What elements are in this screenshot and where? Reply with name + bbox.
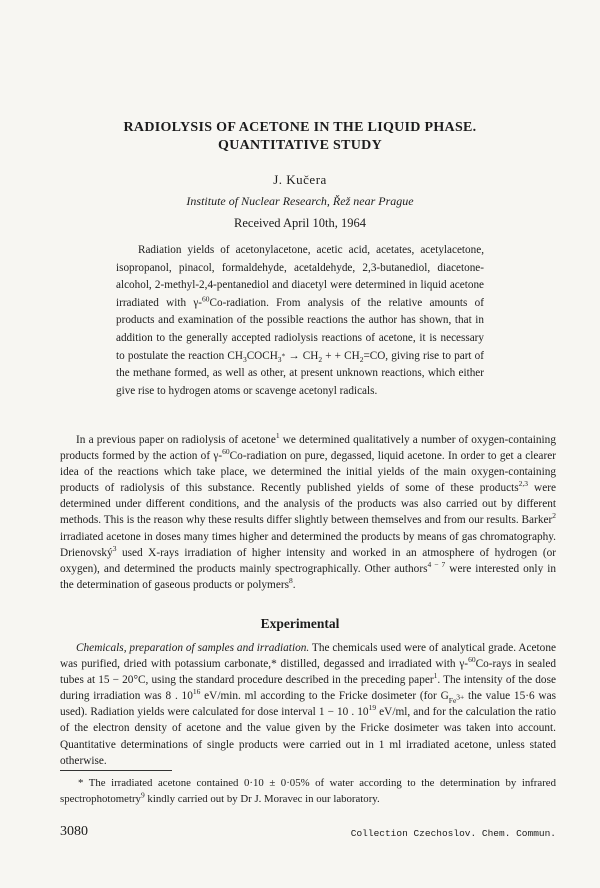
paper-title-line-2: QUANTITATIVE STUDY [218, 138, 382, 153]
received-date: Received April 10th, 1964 [234, 216, 366, 230]
citation: 8 [289, 576, 293, 586]
journal-name: Collection Czechoslov. Chem. Commun. [350, 828, 556, 839]
author-affiliation: Institute of Nuclear Research, Řež near Prague [186, 194, 414, 208]
footnote-text: * The irradiated acetone contained 0·10 ± 0·05% of water according to the determination by infrared spectrophotometry$^9$ kindly carried out by Dr J. Moravec in our laboratory. [60, 777, 556, 805]
intro-paragraph: In a previous paper on radiolysis of acetone$^1$ we determined qualitatively a number of oxygen-containing products formed by the action of γ-$^{60}$Co-radiation on pure, degassed, liquid acetone. In order to get a clearer idea of the reactions which take place, we determined the initial yields of the main oxygen-containing products of radiolysis of this substance. Recently published yields of some of these products$^{2,3}$ were determined under different conditions, and the analysis of the products was also carried out by different methods. This is the reason why these results differ slightly between themselves and from our results. Barker$^2$ irradiated acetone in doses many times higher and determined the products by means of gas chromatography. Drienovský$^3$ used X-rays irradiation of higher intensity and worked in an atmosphere of hydrogen (or oxygen), and determined the products mainly spectrographically. Other authors$^{4 - 7}$ were interested only in the determination of gaseous products or polymers$^8$. [60, 431, 556, 591]
abstract-paragraph: Radiation yields of acetonylacetone, acetic acid, acetates, acetylacetone, isopropanol, pinacol, formaldehyde, acetaldehyde, 2,3-butanediol, diacetone-alcohol, 2-methyl-2,4-pentanediol and diacetyl were determined in liquid acetone irradiated with γ-$^{60}$Co-radiation. From analysis of the relative amounts of products and examination of the possible reactions the author has shown, that in addition to the generally accepted radiolysis reactions of acetone, it is necessary to postulate the reaction $CH_3COCH_{3^*} \to CH_2$ + + $CH_2=CO$, giving rise to part of the methane formed, as well as other, at present unknown reactions, which either give rise to hydrogen atoms or scavenge acetonyl radicals. [116, 244, 485, 397]
citation: 1 [433, 671, 438, 681]
page-number: 3080 [60, 824, 88, 839]
footnote [60, 776, 556, 807]
experimental-paragraph: Chemicals, preparation of samples and irradiation. The chemicals used were of analytical grade. Acetone was purified, dried with potassium carbonate,* distilled, degassed and irradiated with γ-$^{60}$Co-rays in sealed tubes at 15 − 20°C, using the standard procedure described in the preceding paper$^1$. The intensity of the dose during irradiation was 8 . $10^{16}$ eV/min. ml according to the Fricke dosimeter (for $G_{Fe^{3+}}$ the value 15·6 was used). Radiation yields were calculated for dose interval 1 − 10 . $10^{19}$ eV/ml, and for the calculation the ratio of the electron density of acetone and the value given by the Fricke dosimeter was taken into account. Quantitative determinations of single products were carried out in 1 ml irradiated acetone, unless stated otherwise. [60, 642, 556, 767]
abstract [116, 242, 484, 400]
experimental-section [60, 640, 556, 769]
citation: 2,3 [518, 479, 529, 489]
subsection-lead: Chemicals, preparation of samples and irradiation. [76, 642, 310, 654]
citation: 4 − 7 [427, 559, 446, 569]
author-name: J. Kučera [273, 172, 327, 187]
citation: 3 [112, 543, 117, 553]
citation: 9 [140, 790, 145, 799]
introduction [60, 432, 556, 593]
citation: 1 [275, 431, 280, 441]
footnote-divider [60, 770, 172, 771]
section-heading: Experimental [260, 616, 340, 631]
paper-title-line-1: RADIOLYSIS OF ACETONE IN THE LIQUID PHASE. [123, 120, 477, 135]
citation: 2 [552, 511, 556, 521]
